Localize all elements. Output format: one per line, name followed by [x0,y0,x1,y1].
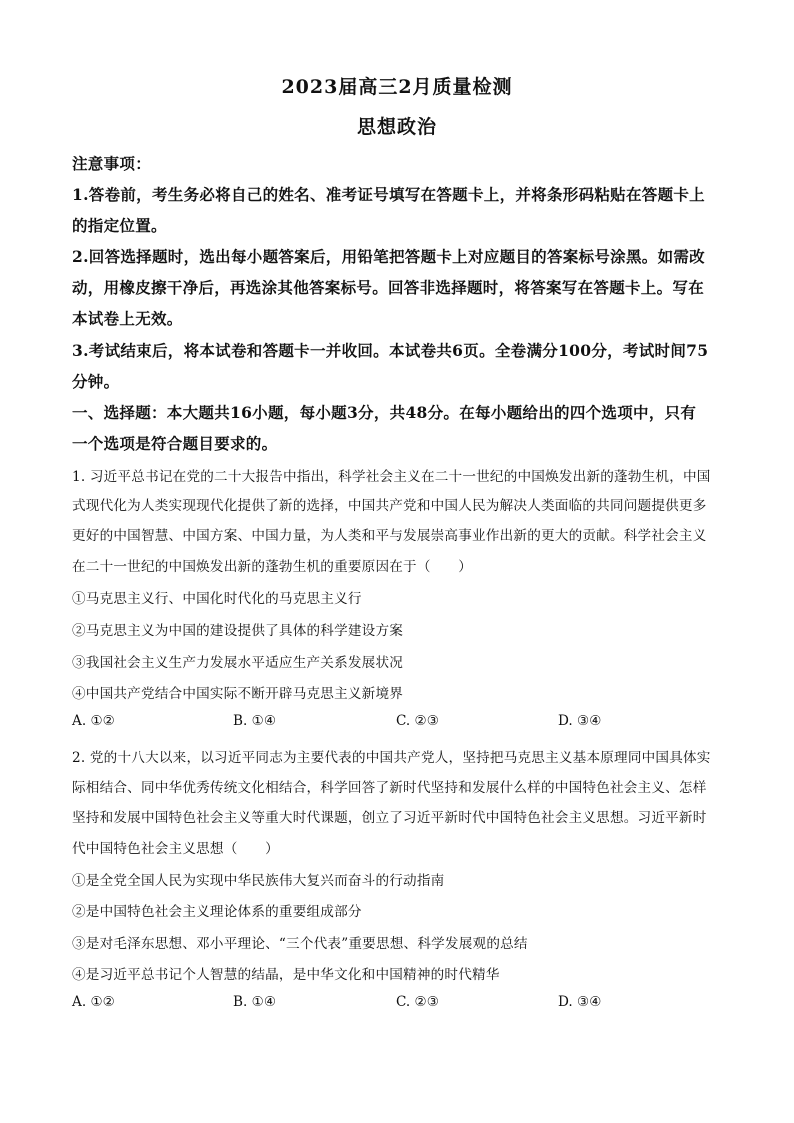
subject-title: 思想政治 [356,116,437,138]
q2-item: ①是全党全国人民为实现中华民族伟大复兴而奋斗的行动指南 [72,873,445,889]
notice-heading: 注意事项： [72,154,152,173]
q2-stem-line: 2. 党的十八大以来，以习近平同志为主要代表的中国共产党人，坚持把马克思主义基本原理同中国具体实 [72,750,711,766]
notice-line: 1.答卷前，考生务必将自己的姓名、准考证号填写在答题卡上，并将条形码粘贴在答题卡上 [72,185,705,204]
q1-stem-line: 在二十一世纪的中国焕发出新的蓬勃生机的重要原因在于（ ） [72,559,473,575]
q1-item: ③我国社会主义生产力发展水平适应生产关系发展状况 [72,655,404,671]
notice-line: 本试卷上无效。 [72,309,183,328]
q2-option-c: C. ②③ [396,994,439,1010]
section-heading: 一、选择题：本大题共16小题，每小题3分，共48分。在每小题给出的四个选项中，只有 [72,403,697,422]
exam-title: 2023届高三2月质量检测 [281,76,513,98]
notice-line: 分钟。 [72,372,120,391]
q1-item: ①马克思主义行、中国化时代化的马克思主义行 [72,591,362,607]
notice-line: 2.回答选择题时，选出每小题答案后，用铅笔把答题卡上对应题目的答案标号涂黑。如需改 [72,247,705,266]
q2-stem-line: 坚持和发展中国特色社会主义等重大时代课题，创立了习近平新时代中国特色社会主义思想。习近平新时 [72,810,707,826]
q2-item: ③是对毛泽东思想、邓小平理论、“三个代表”重要思想、科学发展观的总结 [72,936,528,952]
q1-option-b: B. ①④ [233,713,277,729]
q1-stem-line: 式现代化为人类实现现代化提供了新的选择，中国共产党和中国人民为解决人类面临的共同问题提供更多 [72,498,707,514]
q2-item: ④是习近平总书记个人智慧的结晶，是中华文化和中国精神的时代精华 [72,967,500,983]
q2-option-a: A. ①② [72,994,115,1010]
q2-stem-line: 际相结合、同中华优秀传统文化相结合，科学回答了新时代坚持和发展什么样的中国特色社会主义、怎样 [72,780,707,796]
q2-option-d: D. ③④ [558,994,602,1010]
notice-line: 动，用橡皮擦干净后，再选涂其他答案标号。回答非选择题时，将答案写在答题卡上。写在 [72,278,705,297]
q1-option-d: D. ③④ [558,713,602,729]
q2-option-b: B. ①④ [233,994,277,1010]
q1-stem-line: 1. 习近平总书记在党的二十大报告中指出，科学社会主义在二十一世纪的中国焕发出新的蓬勃生机，中国 [72,469,711,485]
q1-stem-line: 更好的中国智慧、中国方案、中国力量，为人类和平与发展崇高事业作出新的更大的贡献。科学社会主义 [72,528,707,544]
section-heading: 一个选项是符合题目要求的。 [72,434,278,453]
notice-line: 的指定位置。 [72,216,167,235]
q2-stem-line: 代中国特色社会主义思想（ ） [72,841,279,857]
q1-item: ②马克思主义为中国的建设提供了具体的科学建设方案 [72,623,404,639]
notice-line: 3.考试结束后，将本试卷和答题卡一并收回。本试卷共6页。全卷满分100分，考试时间75 [72,341,709,360]
q1-item: ④中国共产党结合中国实际不断开辟马克思主义新境界 [72,686,404,702]
q1-option-c: C. ②③ [396,713,439,729]
q2-item: ②是中国特色社会主义理论体系的重要组成部分 [72,904,362,920]
q1-option-a: A. ①② [72,713,115,729]
